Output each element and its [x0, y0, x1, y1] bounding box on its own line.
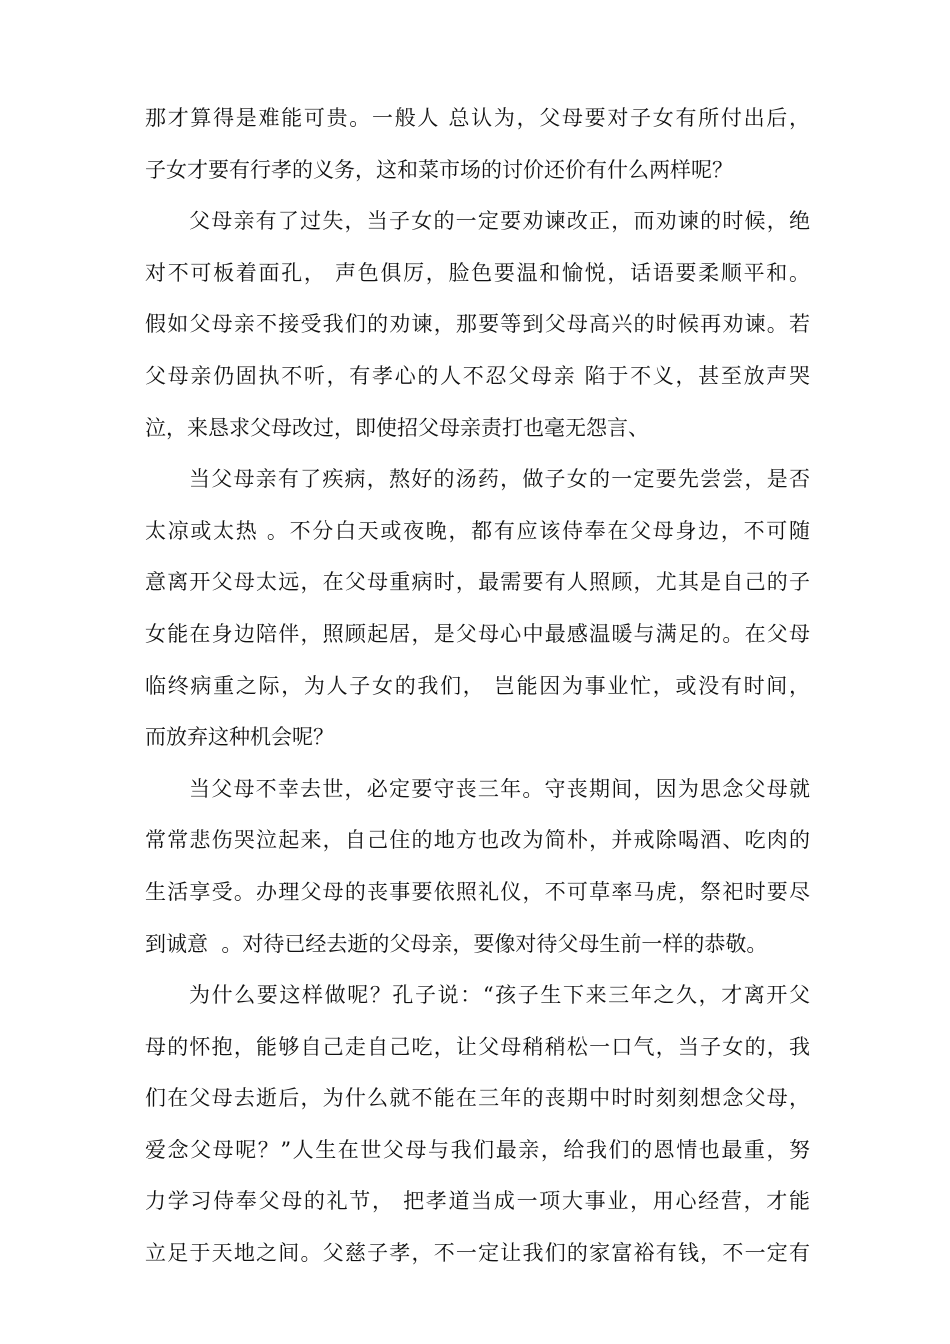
text-line: 而放弃这种机会呢？: [145, 725, 334, 750]
text-line: 常常悲伤哭泣起来，自己住的地方也改为简朴，并戒除喝酒、吃肉的: [145, 828, 810, 853]
text-line: 泣，来恳求父母改过，即使招父母亲责打也毫无怨言、: [145, 415, 649, 440]
text-line: 生活享受。办理父母的丧事要依照礼仪，不可草率马虎，祭祀时要尽: [145, 879, 810, 904]
text-line: 假如父母亲不接受我们的劝谏，那要等到父母高兴的时候再劝谏。若: [145, 312, 810, 337]
text-line: 子女才要有行孝的义务，这和菜市场的讨价还价有什么两样呢？: [145, 157, 733, 182]
text-line: 爱念父母呢？”人生在世父母与我们最亲，给我们的恩情也最重，努: [145, 1137, 810, 1162]
paragraph-first-line: 当父母亲有了疾病，熬好的汤药，做子女的一定要先尝尝，是否: [189, 467, 810, 492]
paragraph-first-line: 父母亲有了过失，当子女的一定要劝谏改正，而劝谏的时候，绝: [189, 209, 810, 234]
paragraph-first-line: 为什么要这样做呢？孔子说：“孩子生下来三年之久，才离开父: [189, 983, 810, 1008]
text-line: 到诚意 。对待已经去逝的父母亲，要像对待父母生前一样的恭敬。: [145, 931, 768, 956]
text-line: 父母亲仍固执不听，有孝心的人不忍父母亲 陷于不义，甚至放声哭: [145, 363, 810, 388]
text-line: 意离开父母太远，在父母重病时，最需要有人照顾，尤其是自己的子: [145, 570, 810, 595]
text-line: 们在父母去逝后，为什么就不能在三年的丧期中时时刻刻想念父母，: [145, 1086, 810, 1111]
text-line: 力学习侍奉父母的礼节， 把孝道当成一项大事业，用心经营，才能: [145, 1189, 810, 1214]
paragraph-first-line: 当父母不幸去世，必定要守丧三年。守丧期间，因为思念父母就: [189, 776, 810, 801]
text-line: 临终病重之际，为人子女的我们， 岂能因为事业忙，或没有时间，: [145, 673, 810, 698]
text-line: 立足于天地之间。父慈子孝，不一定让我们的家富裕有钱，不一定有: [145, 1241, 810, 1266]
text-line: 母的怀抱，能够自己走自己吃，让父母稍稍松一口气，当子女的，我: [145, 1034, 810, 1059]
body-text: [145, 93, 810, 1280]
text-line: 女能在身边陪伴，照顾起居，是父母心中最感温暖与满足的。在父母: [145, 621, 810, 646]
text-line: 对不可板着面孔， 声色俱厉，脸色要温和愉悦，话语要柔顺平和。: [145, 260, 810, 285]
text-line: 太凉或太热 。不分白天或夜晚，都有应该侍奉在父母身边，不可随: [145, 518, 810, 543]
text-line: 那才算得是难能可贵。一般人 总认为，父母要对子女有所付出后，: [145, 106, 810, 130]
